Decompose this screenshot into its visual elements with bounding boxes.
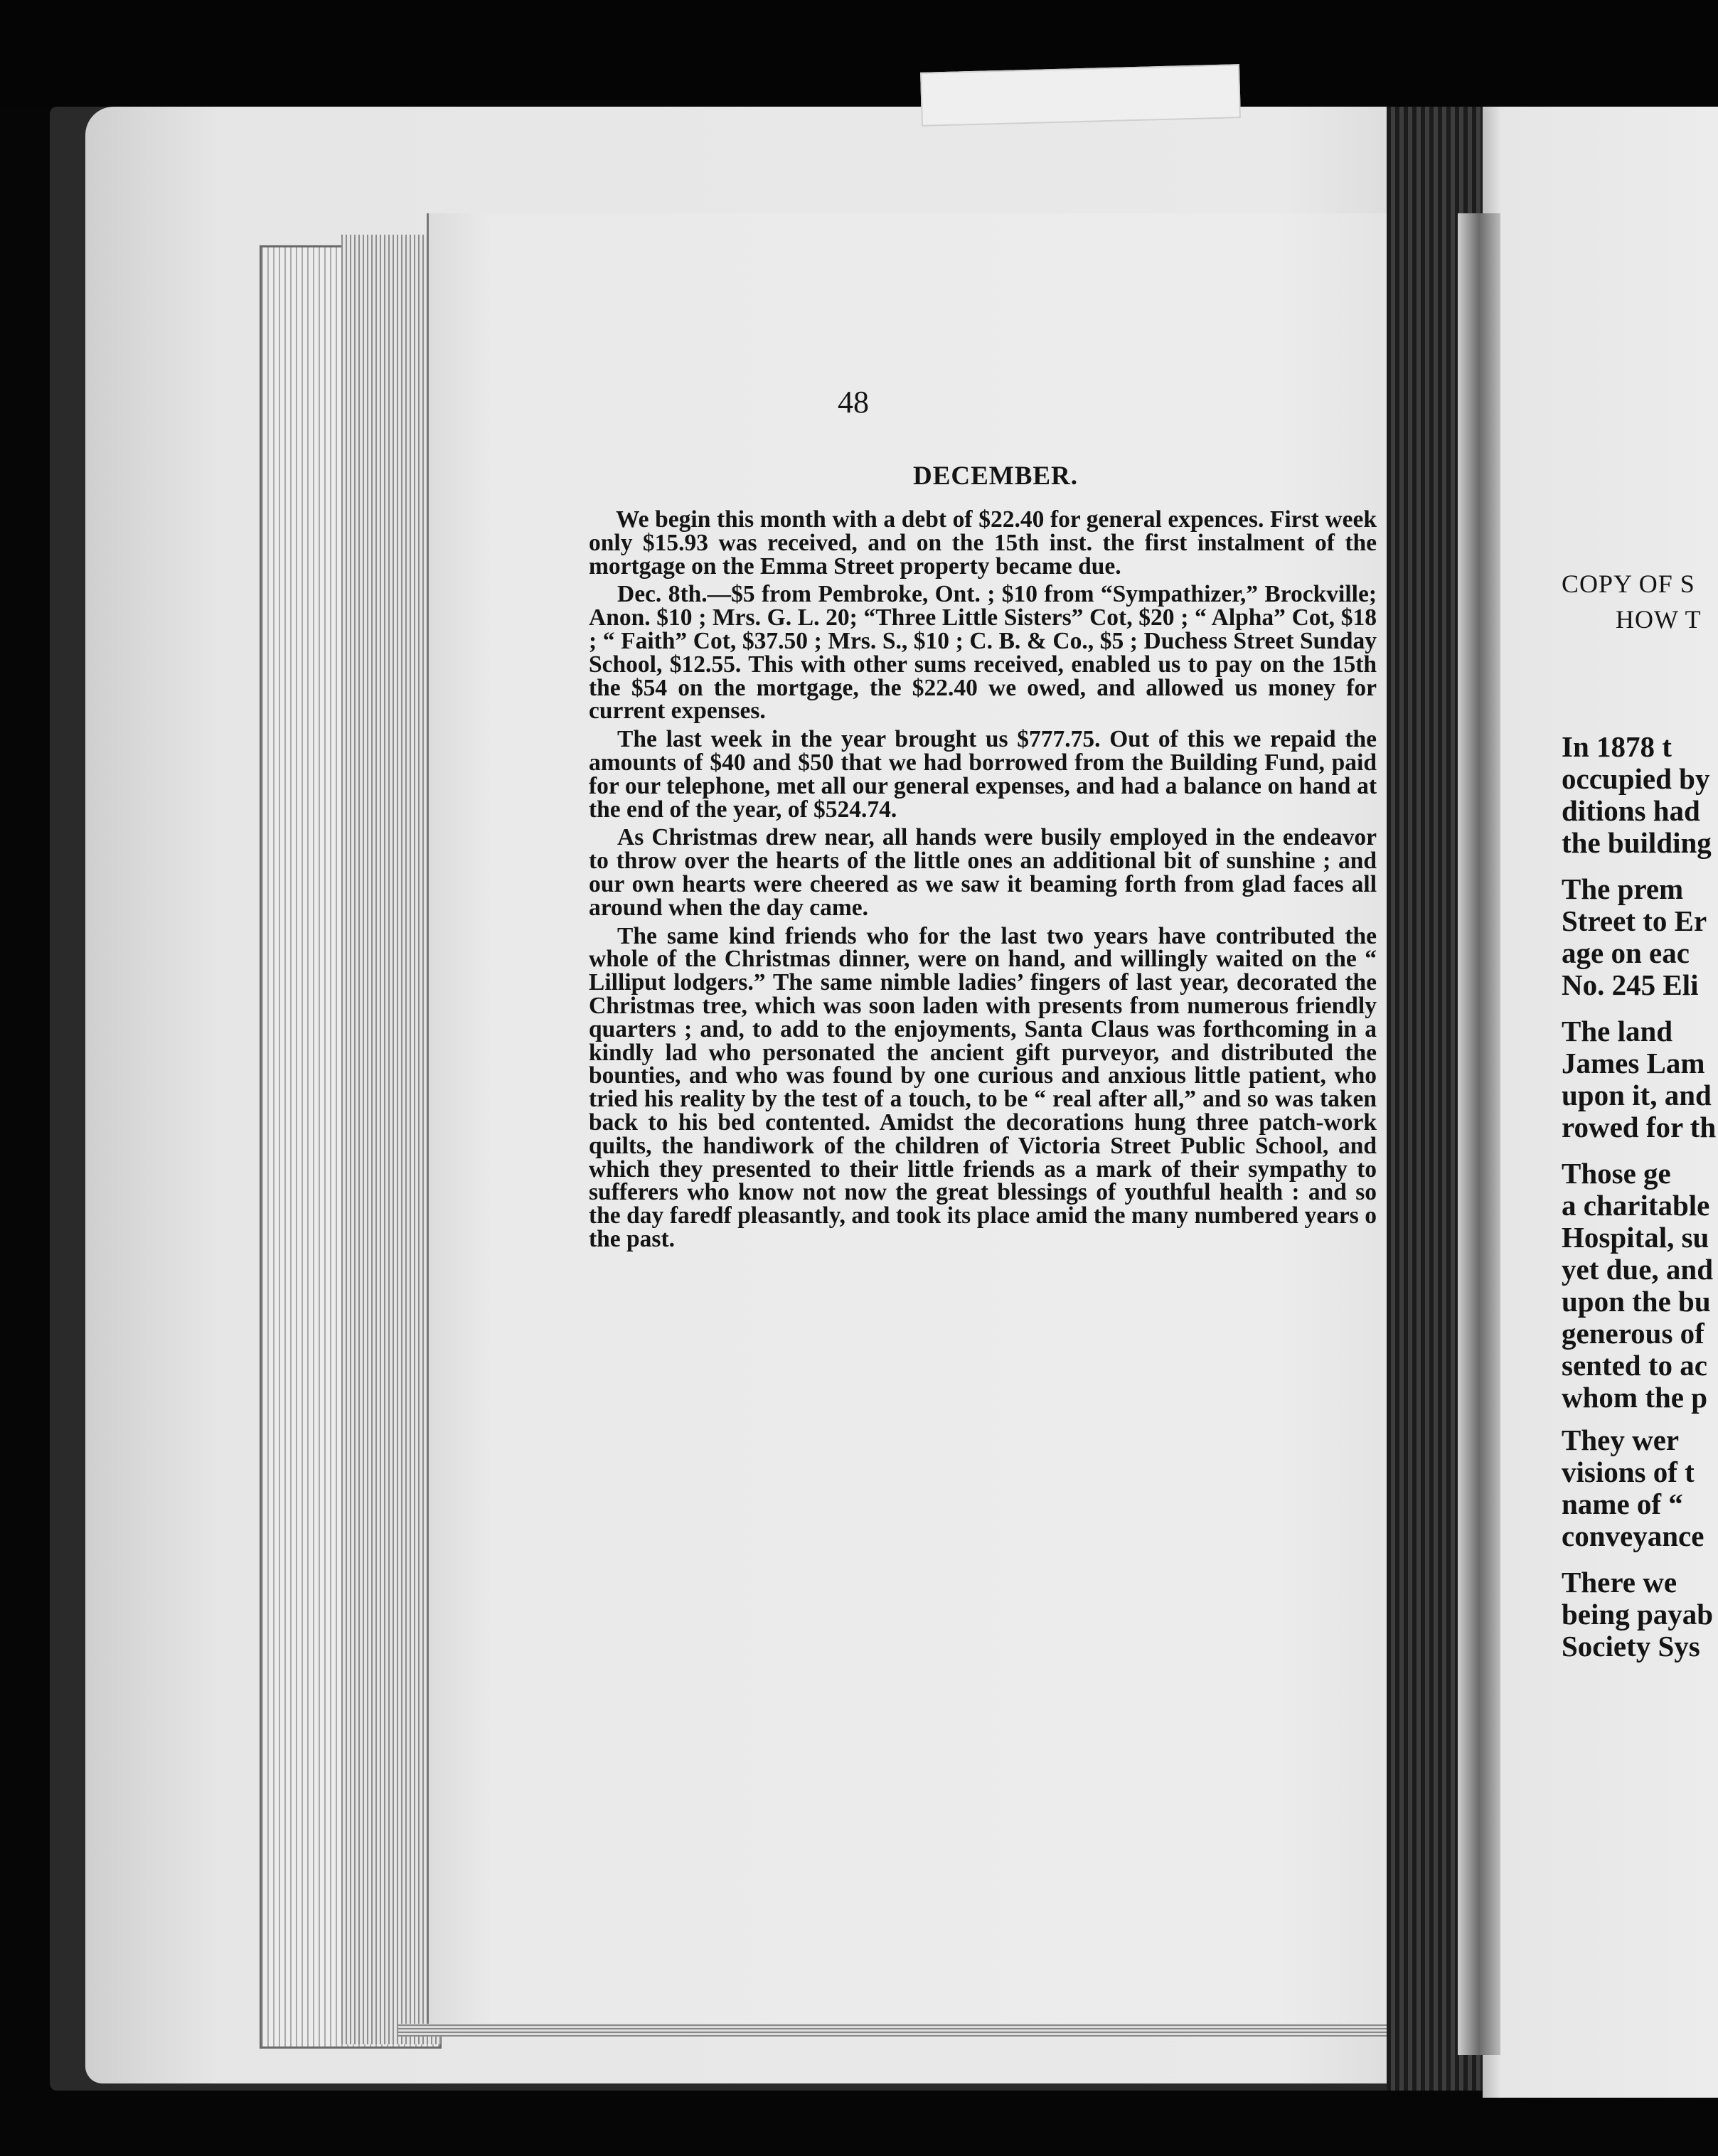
- right-page-line: yet due, and: [1562, 1253, 1714, 1286]
- right-page-line: Society Sys: [1562, 1630, 1700, 1663]
- right-page-line: Street to Er: [1562, 904, 1707, 937]
- right-page-line: James Lam: [1562, 1047, 1705, 1079]
- right-page-title-line1: COPY OF S: [1562, 570, 1695, 598]
- paragraph: Dec. 8th.—$5 from Pembroke, Ont. ; $10 from “Sympathizer,” Brockville; Anon. $10 ; Mrs. G. L. 20; “Three Little Sisters” Cot, $20 ; “ Alpha” Cot, $18 ; “ Faith” Cot, $37.50 ; Mrs. S., $10 ; C. B. & Co., $5 ; Duchess Street Sunday School, $12.55. This with other sums received, enabled us to pay on the 15th the $54 on the mortgage, the $22.40 we owed, and allowed us money for current expenses.: [589, 581, 1377, 725]
- right-page-line: occupied by: [1562, 762, 1710, 795]
- right-page-line: The land: [1562, 1015, 1673, 1047]
- paragraph: As Christmas drew near, all hands were busily employed in the endeavor to throw over the hearts of the little ones an additional bit of sunshine ; and our own hearts were cheered as we saw it beaming forth from glad faces all around when the day came.: [589, 824, 1377, 921]
- page-edges-inner: [341, 235, 441, 2044]
- right-page-line: rowed for th: [1562, 1111, 1717, 1143]
- right-page-line: In 1878 t: [1562, 730, 1672, 763]
- paragraph: We begin this month with a debt of $22.40 for general expences. First week only $15.93 was received, and on the 15th inst. the first instalment of the mortgage on the Emma Street property became due.: [589, 506, 1377, 580]
- right-page-line: whom the p: [1562, 1381, 1708, 1414]
- paper-slip: [920, 64, 1241, 127]
- right-page-line: a charitable: [1562, 1189, 1710, 1222]
- paragraph: The last week in the year brought us $777.75. Out of this we repaid the amounts of $40 and $50 that we had borrowed from the Building Fund, paid for our telephone, met all our general expenses, and had a balance on hand at the end of the year, of $524.74.: [589, 726, 1377, 823]
- right-page-line: the building: [1562, 826, 1712, 859]
- page-gutter: [1458, 213, 1500, 2055]
- right-page-line: upon the bu: [1562, 1285, 1711, 1318]
- right-page-line: There we: [1562, 1566, 1677, 1599]
- right-page-line: sented to ac: [1562, 1349, 1707, 1382]
- section-heading: DECEMBER.: [912, 461, 1079, 491]
- paragraph: The same kind friends who for the last two years have contributed the whole of the Christmas dinner, were on hand, and willingly waited on the “ Lilliput lodgers.” The same nimble ladies’ fingers of last year, decorated the Christmas tree, which was soon laden with presents from numerous friendly quarters ; and, to add to the enjoyments, Santa Claus was forthcoming in a kindly lad who personated the ancient gift purveyor, and distributed the bounties, and who was found by one curious and anxious little patient, who tried his reality by the test of a touch, to be “ real after all,” and so was taken back to his bed contented. Amidst the decorations hung three patch-work quilts, the handiwork of the children of Victoria Street Public School, and which they presented to their little friends as a mark of their sympathy to sufferers who know not now the great blessings of youthful health : and so the day faredf pleasantly, and took its place amid the many numbered years o the past.: [589, 922, 1377, 1252]
- right-page-title-line2: HOW T: [1616, 605, 1702, 634]
- right-page-line: The prem: [1562, 872, 1684, 905]
- right-page-line: generous of: [1562, 1317, 1704, 1350]
- right-page-line: Hospital, su: [1562, 1221, 1709, 1254]
- right-page-line: Those ge: [1562, 1157, 1671, 1190]
- right-page-line: No. 245 Eli: [1562, 968, 1699, 1001]
- right-page-line: visions of t: [1562, 1456, 1695, 1488]
- background-top: [0, 0, 1718, 107]
- right-page-line: ditions had: [1562, 794, 1700, 827]
- right-page-line: age on eac: [1562, 936, 1690, 969]
- page-number: 48: [838, 385, 869, 420]
- right-page-line: upon it, and: [1562, 1079, 1712, 1111]
- page-bottom-edge: [398, 2024, 1486, 2037]
- right-page-line: being payab: [1562, 1598, 1714, 1631]
- right-page-line: name of “: [1562, 1488, 1683, 1520]
- body-text: [589, 508, 1377, 1256]
- right-page-line: They wer: [1562, 1424, 1680, 1456]
- right-page-line: conveyance: [1562, 1520, 1704, 1552]
